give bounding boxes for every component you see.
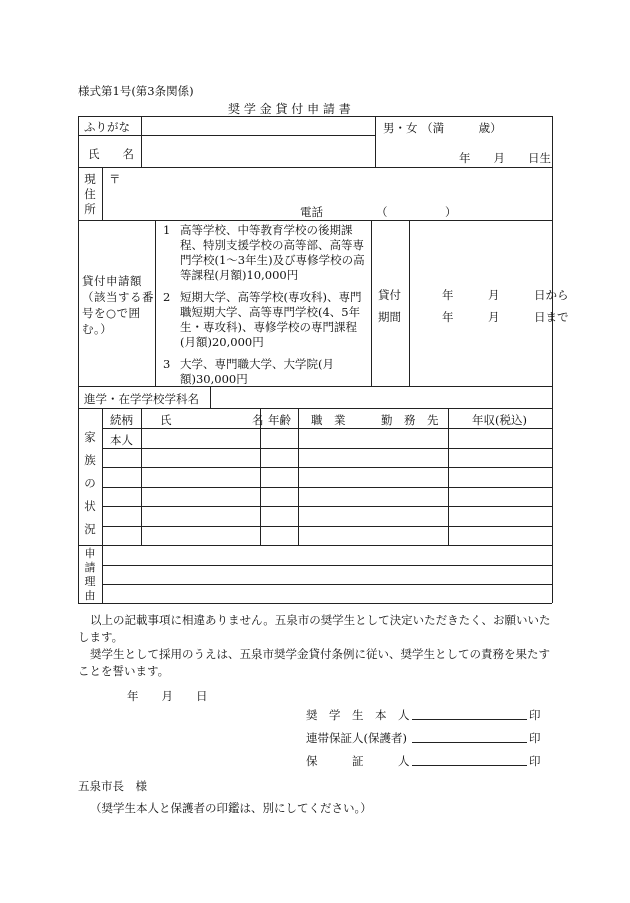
signature-line-surety[interactable] — [412, 765, 527, 766]
declaration-2: 奨学生として採用のうえは、五泉市奨学金貸付条例に従い、奨学生としての責務を果たすことを誓います。 — [78, 647, 550, 678]
seal-guarantor: 印 — [529, 731, 541, 745]
reason-label: 申請理由 — [84, 547, 96, 602]
furigana-label: ふりがな — [84, 120, 130, 134]
loan-option-2-text: 短期大学、高等学校(専攻科)、専門職短期大学、高等専門学校(4、5年生・専攻科)、専修学校の専門課程(月額)20,000円 — [180, 290, 362, 349]
signature-label-student: 奨 学 生 本 人 — [306, 708, 410, 722]
phone-label: 電話 — [300, 205, 323, 219]
family-row-self-relation: 本人 — [110, 433, 133, 447]
loan-option-1-text: 高等学校、中等教育学校の後期課程、特別支援学校の高等部、高等専門学校(1～3年生)及び専修学校の高等課程(月額)10,000円 — [180, 223, 365, 282]
loan-option-3-text: 大学、専門職大学、大学院(月額)30,000円 — [180, 357, 334, 386]
address-label: 現住所 — [84, 172, 96, 216]
family-header-age: 年齢 — [268, 413, 291, 427]
signature-label-surety: 保 証 人 — [306, 754, 410, 768]
seal-surety: 印 — [529, 754, 541, 768]
loan-period-from[interactable]: 年 月 日から — [442, 288, 569, 302]
phone-field[interactable]: （ ） — [376, 205, 457, 219]
signature-line-guarantor[interactable] — [412, 742, 527, 743]
loan-option-2-number[interactable]: 2 — [163, 290, 171, 304]
postal-mark: 〒 — [109, 172, 121, 186]
family-header-occupation: 職 業 — [311, 413, 346, 427]
address-field[interactable] — [104, 183, 550, 203]
signature-line-student[interactable] — [412, 719, 527, 720]
family-header-workplace: 勤 務 先 — [381, 413, 439, 427]
reason-field[interactable] — [104, 547, 550, 601]
family-header-income: 年収(税込) — [472, 413, 527, 427]
name-label: 氏 名 — [88, 147, 134, 161]
name-field[interactable] — [142, 136, 374, 166]
seal-note: （奨学生本人と保護者の印鑑は、別にしてください。） — [90, 801, 372, 815]
form-title: 奨 学 金 貸 付 申 請 書 — [228, 102, 351, 116]
application-date[interactable]: 年 月 日 — [127, 689, 208, 703]
loan-period-to[interactable]: 年 月 日まで — [442, 310, 569, 324]
addressee: 五泉市長 様 — [78, 779, 147, 793]
school-field[interactable] — [212, 388, 550, 406]
loan-option-3-number[interactable]: 3 — [163, 357, 171, 371]
loan-period-label-1: 貸付 — [378, 288, 401, 302]
loan-period-label-2: 期間 — [378, 310, 401, 324]
family-header-relation: 続柄 — [110, 413, 133, 427]
school-label: 進学・在学学校学科名 — [84, 392, 199, 406]
furigana-field[interactable] — [142, 117, 374, 134]
form-number: 様式第1号(第3条関係) — [78, 84, 194, 98]
loan-amount-label: 貸付申請額（該当する番号を○で囲む。） — [82, 274, 154, 336]
declaration-1: 以上の記載事項に相違ありません。五泉市の奨学生として決定いただきたく、お願いいたします。 — [78, 613, 551, 644]
gender-age[interactable]: 男・女 （満 歳） — [383, 121, 502, 135]
seal-student: 印 — [529, 708, 541, 722]
family-header-name: 氏 名 — [160, 413, 264, 427]
loan-option-1-number[interactable]: 1 — [163, 223, 171, 237]
birth-date[interactable]: 年 月 日生 — [459, 151, 551, 165]
signature-label-guarantor: 連帯保証人(保護者) — [306, 731, 407, 745]
family-label: 家族の状況 — [84, 430, 96, 536]
